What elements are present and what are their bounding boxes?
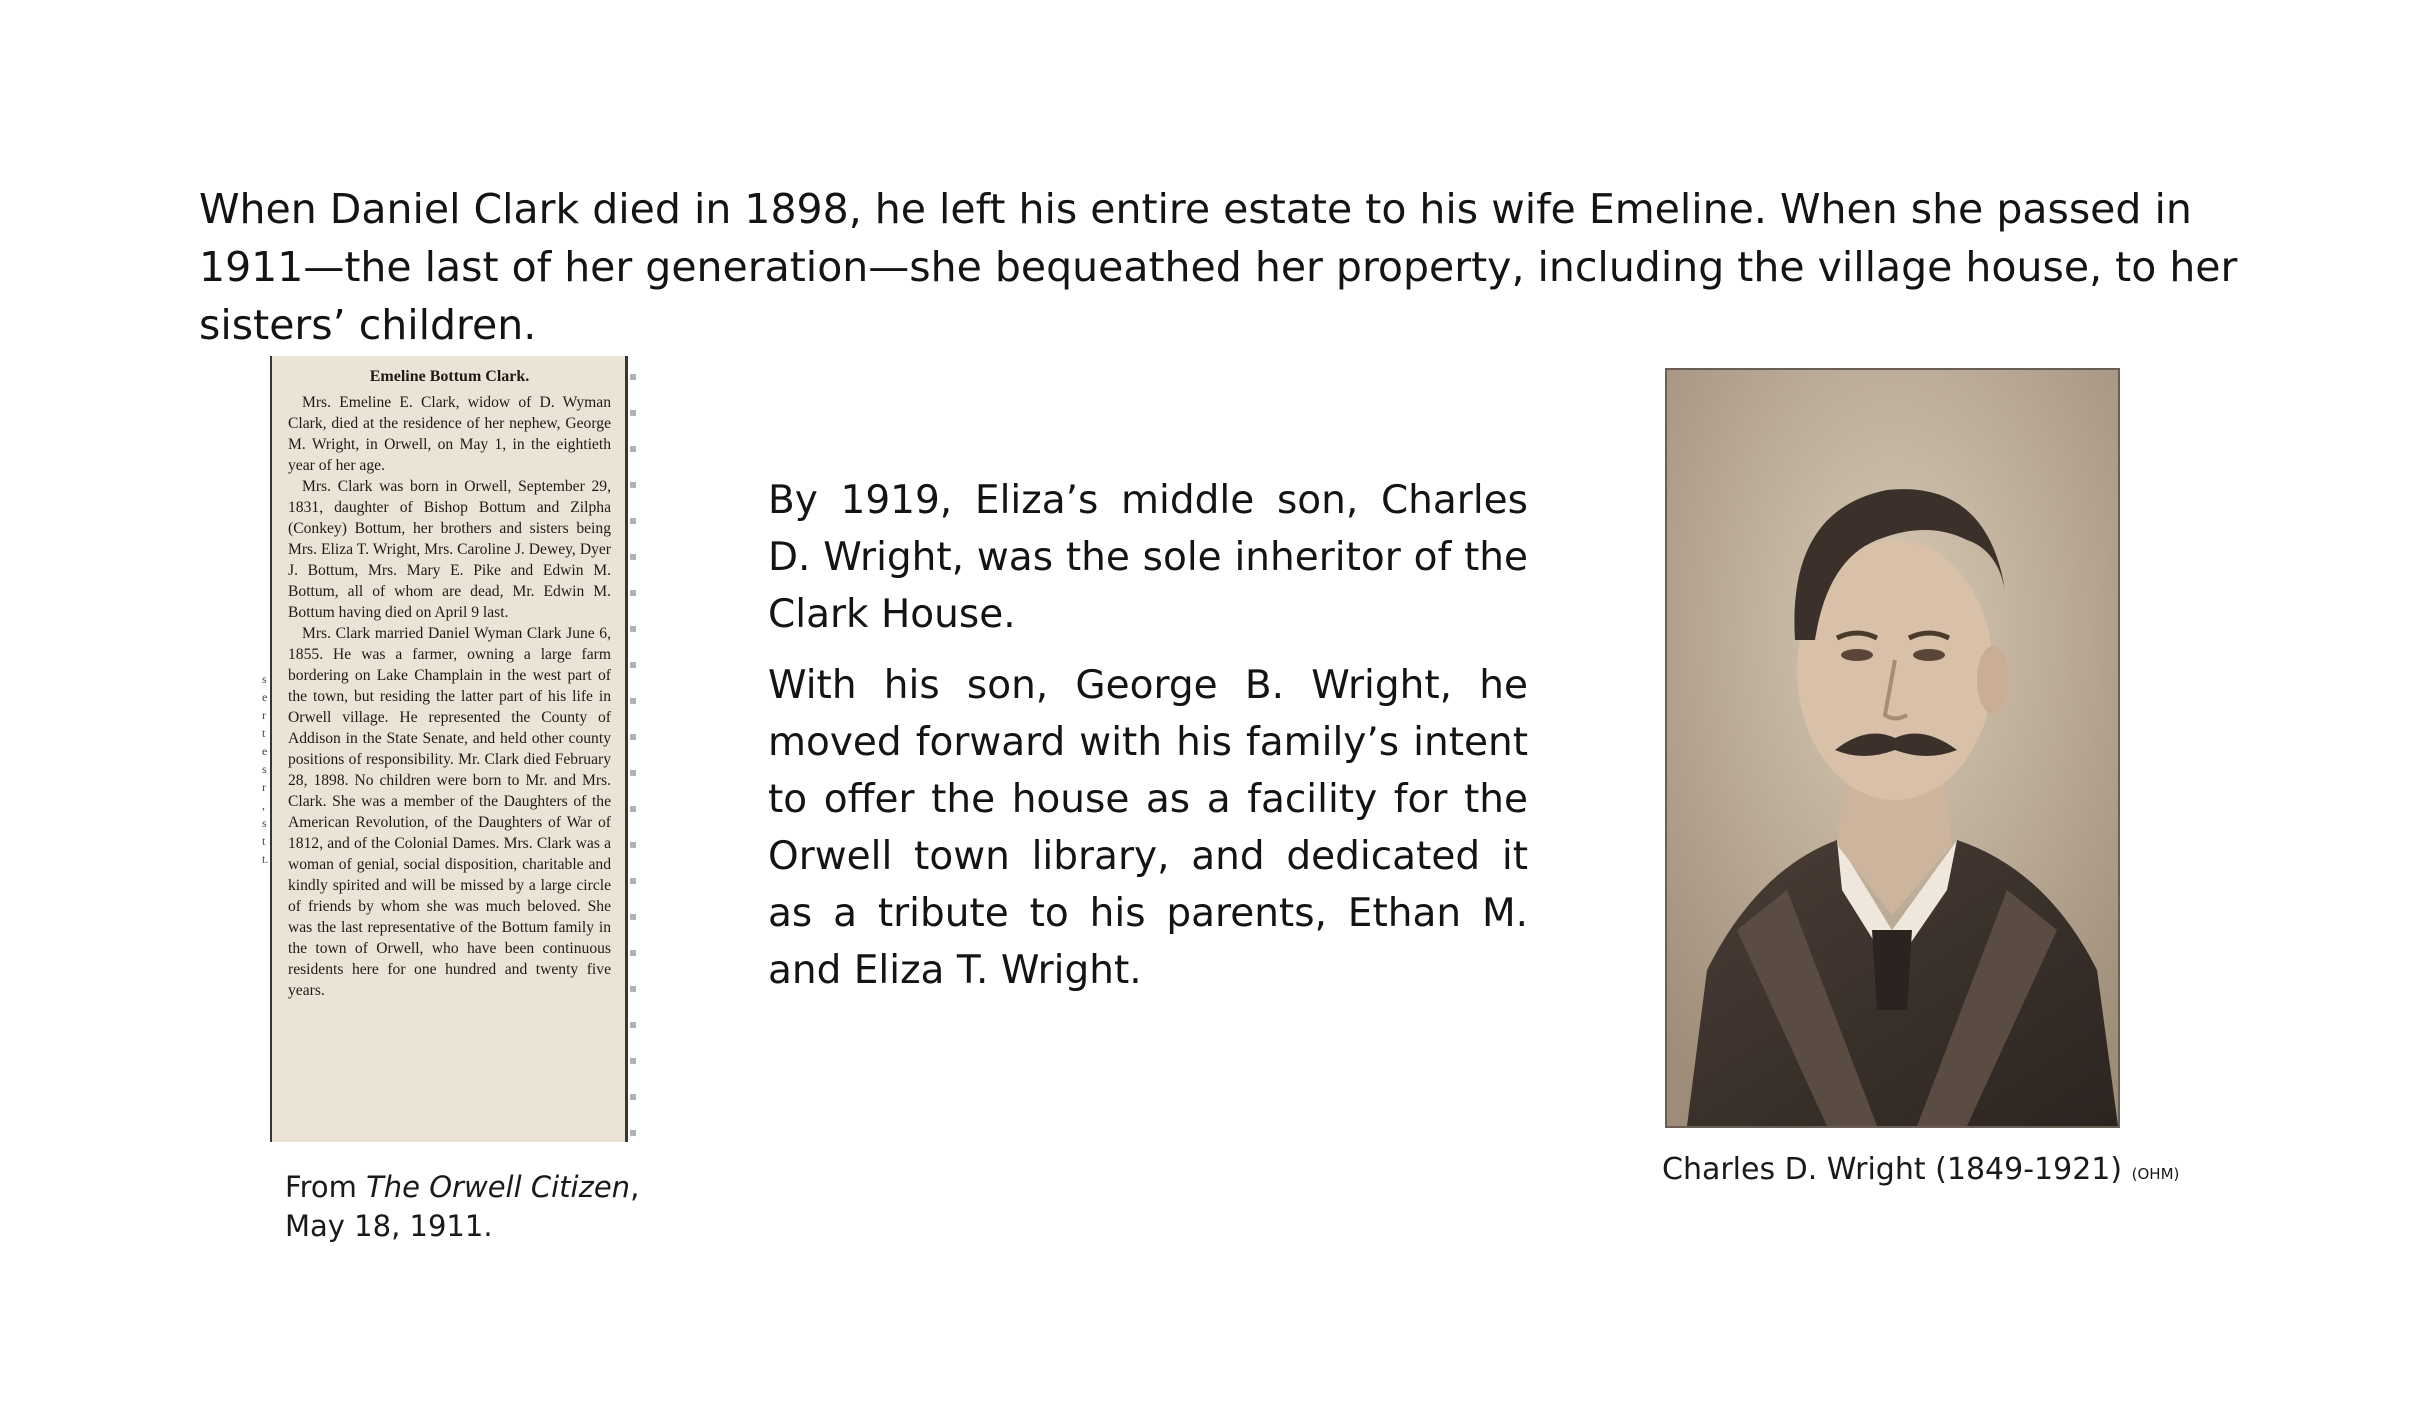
portrait-photo [1665,368,2120,1128]
clipping-adjacent-column-fragment: s e r t e s r , s t t. [262,672,269,866]
portrait-illustration [1667,370,2118,1126]
middle-paragraph-1: By 1919, Eliza’s middle son, Charles D. Wright, was the sole inheritor of the Clark House. [768,478,1528,637]
clipping-caption-source: The Orwell Citizen [366,1170,631,1204]
portrait-caption-source: (OHM) [2131,1165,2180,1183]
middle-text-block [768,472,1528,1013]
clipping-caption-prefix: From [285,1170,367,1204]
clipping-headline: Emeline Bottum Clark. [369,368,530,385]
clipping-caption-comma: , [630,1170,640,1204]
clipping-caption [285,1168,685,1246]
clipping-paragraph-3: Mrs. Clark married Daniel Wyman Clark June 6, 1855. He was a farmer, owning a large farm bordering on Lake Champlain in the west part of the town, but residing the latter part of his life in Orwell village. He represented the County of Addison in the State Senate, and held other county positions of responsibility. Mr. Clark died February 28, 1898. No children were born to Mr. and Mrs. Clark. She was a member of the Daughters of the American Revolution, of the Daughters of War of 1812, and of the Colonial Dames. Mrs. Clark was a woman of genial, social disposition, charitable and kindly spirited and will be missed by a large circle of friends by whom she was much beloved. She was the last representative of the Bottum family in the town of Orwell, who have been continuous residents here for one hundred and twenty five years. [288,625,611,999]
clipping-paragraph-2: Mrs. Clark was born in Orwell, September 29, 1831, daughter of Bishop Bottum and Zilpha (Conkey) Bottum, her brothers and sisters being Mrs. Eliza T. Wright, Mrs. Caroline J. Dewey, Dyer J. Bottum, Mrs. Mary E. Pike and Edwin M. Bottum, all of whom are dead, Mr. Edwin M. Bottum having died on April 9 last. [288,478,611,621]
clipping-caption-date: May 18, 1911. [285,1209,493,1243]
portrait-caption-text: Charles D. Wright (1849-1921) [1662,1152,2132,1187]
intro-paragraph: When Daniel Clark died in 1898, he left his entire estate to his wife Emeline. When she passed in 1911—the last of her generation—she bequeathed her property, including the village house, to her sisters’ children. [199,185,2238,349]
middle-paragraph-2: With his son, George B. Wright, he moved forward with his family’s intent to offer the house as a facility for the Orwell town library, and dedicated it as a tribute to his parents, Ethan M. and Eliza T. Wright. [768,663,1528,993]
clipping-paragraph-1: Mrs. Emeline E. Clark, widow of D. Wyman Clark, died at the residence of her nephew, George M. Wright, in Orwell, on May 1, in the eightieth year of her age. [288,394,611,474]
clipping-right-edge [630,360,636,1140]
portrait-caption [1662,1150,2182,1194]
newspaper-clipping [270,356,628,1142]
